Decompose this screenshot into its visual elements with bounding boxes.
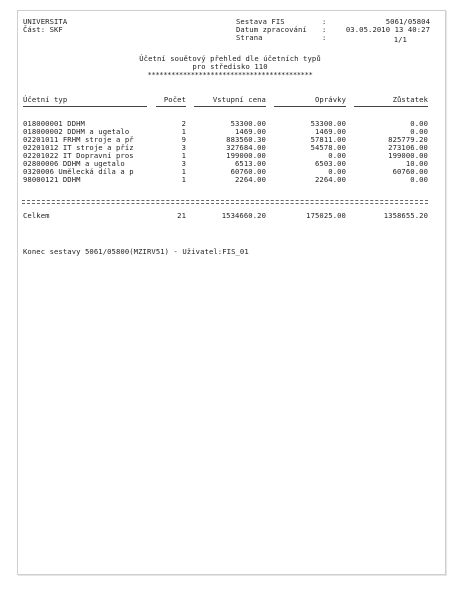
cell-type: 02201011 FRHM stroje a př bbox=[23, 135, 134, 144]
cell-depr: 0.00 bbox=[328, 167, 346, 176]
col-header-price: Vstupní cena bbox=[212, 95, 266, 104]
total-count: 21 bbox=[177, 211, 186, 220]
cell-count: 3 bbox=[181, 159, 186, 168]
total-depr: 175025.00 bbox=[306, 211, 346, 220]
cell-depr: 54578.00 bbox=[310, 143, 346, 152]
report-subtitle: pro středisko 110 bbox=[192, 62, 268, 71]
report-label: Sestava FIS bbox=[236, 17, 285, 26]
cell-rest: 60760.00 bbox=[392, 167, 428, 176]
cell-rest: 10.00 bbox=[405, 159, 428, 168]
cell-count: 1 bbox=[181, 151, 186, 160]
total-price: 1534660.20 bbox=[221, 211, 266, 220]
cell-count: 1 bbox=[181, 127, 186, 136]
cell-depr: 57811.00 bbox=[310, 135, 346, 144]
header-underline bbox=[23, 106, 147, 107]
report-title: Účetní souětový přehled dle účetních typů bbox=[139, 54, 321, 63]
table-separator bbox=[22, 203, 428, 204]
date-sep: : bbox=[322, 25, 327, 34]
cell-rest: 273106.00 bbox=[388, 143, 428, 152]
cell-depr: 6503.00 bbox=[315, 159, 346, 168]
cell-count: 3 bbox=[181, 143, 186, 152]
report-value: 5061/05804 bbox=[385, 17, 430, 26]
org-name: UNIVERSITA bbox=[23, 17, 68, 26]
cell-rest: 825779.20 bbox=[388, 135, 428, 144]
col-header-count: Počet bbox=[163, 95, 186, 104]
cell-count: 1 bbox=[181, 167, 186, 176]
cell-count: 9 bbox=[181, 135, 186, 144]
cell-price: 199000.00 bbox=[226, 151, 266, 160]
cell-depr: 2264.00 bbox=[315, 175, 346, 184]
cell-price: 1469.00 bbox=[235, 127, 266, 136]
cell-rest: 0.00 bbox=[410, 119, 428, 128]
cell-price: 327684.00 bbox=[226, 143, 266, 152]
cell-depr: 0.00 bbox=[328, 151, 346, 160]
part-label: Část: SKF bbox=[23, 25, 63, 34]
cell-type: 018000001 DDHM bbox=[23, 119, 85, 128]
cell-price: 883560.30 bbox=[226, 135, 266, 144]
col-header-rest: Zůstatek bbox=[392, 95, 428, 104]
col-header-depr: Oprávky bbox=[315, 95, 346, 104]
col-header-type: Účetní typ bbox=[23, 95, 68, 104]
cell-type: 98000121 DDHM bbox=[23, 175, 81, 184]
date-value: 03.05.2010 13 40:27 bbox=[345, 25, 430, 34]
page-sep: : bbox=[322, 33, 327, 42]
cell-type: 02201022 IT Dopravní pros bbox=[23, 151, 134, 160]
cell-depr: 53300.00 bbox=[310, 119, 346, 128]
cell-type: 02201012 IT stroje a příz bbox=[23, 143, 134, 152]
report-sep: : bbox=[322, 17, 327, 26]
cell-count: 1 bbox=[181, 175, 186, 184]
cell-price: 53300.00 bbox=[230, 119, 266, 128]
report-footer: Konec sestavy 5061/05800(MZIRV51) - Uživatel:FIS_01 bbox=[23, 247, 249, 256]
cell-type: 018000002 DDHM a ugetalo bbox=[23, 127, 130, 136]
page-label: Strana bbox=[236, 33, 263, 42]
cell-price: 6513.00 bbox=[235, 159, 266, 168]
header-underline bbox=[354, 106, 428, 107]
header-underline bbox=[156, 106, 186, 107]
header-underline bbox=[194, 106, 266, 107]
total-rest: 1358655.20 bbox=[383, 211, 428, 220]
table-separator bbox=[22, 200, 428, 201]
cell-price: 2264.00 bbox=[235, 175, 266, 184]
cell-price: 60760.00 bbox=[230, 167, 266, 176]
cell-type: 02800006 DDHM a ugetalo bbox=[23, 159, 125, 168]
cell-type: 0320006 Umělecká díla a p bbox=[23, 167, 134, 176]
cell-count: 2 bbox=[181, 119, 186, 128]
cell-rest: 199000.00 bbox=[388, 151, 428, 160]
cell-rest: 0.00 bbox=[410, 175, 428, 184]
date-label: Datum zpracování bbox=[236, 25, 307, 34]
total-label: Celkem bbox=[23, 211, 50, 220]
title-stars: ****************************************** bbox=[147, 70, 313, 79]
page-value: 1/1 bbox=[393, 35, 407, 44]
header-underline bbox=[274, 106, 346, 107]
cell-depr: 1469.00 bbox=[315, 127, 346, 136]
cell-rest: 0.00 bbox=[410, 127, 428, 136]
